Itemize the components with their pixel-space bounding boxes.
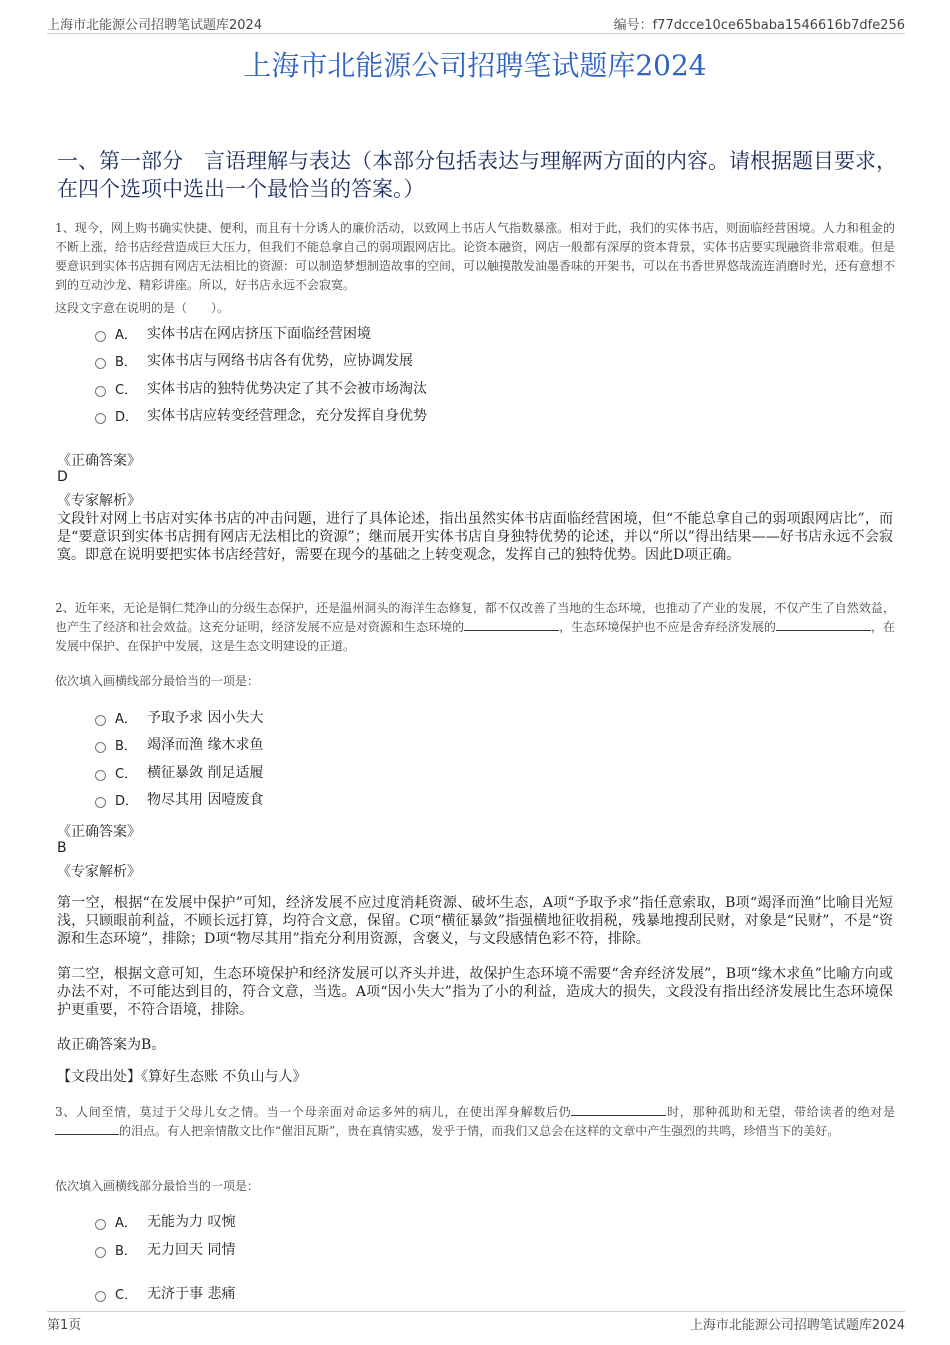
q1-correct-answer-label: 《正确答案》 bbox=[57, 453, 141, 469]
radio-icon[interactable] bbox=[95, 742, 106, 753]
option-letter: D． bbox=[115, 793, 139, 809]
option-letter: B． bbox=[115, 354, 137, 370]
q1-expert-analysis-label: 《专家解析》 bbox=[57, 493, 141, 509]
q2-passage-part-1: 2、近年来，无论是铜仁梵净山的分级生态保护，还是温州洞头的海洋生态修复，都不仅改善了当地的生态环境，也推动了产业的发展，不仅产生了自然效益，也产生了经济和社会效益。这充分证明，经济发展不应是对资源和生态环境的 bbox=[55, 601, 895, 634]
option-text: 实体书店应转变经营理念，充分发挥自身优势 bbox=[147, 408, 427, 424]
q3-passage-part-1: 3、人间至情，莫过于父母儿女之情。当一个母亲面对命运多舛的病儿，在使出浑身解数后仍 bbox=[55, 1105, 572, 1119]
option-text: 竭泽而渔 缘木求鱼 bbox=[147, 737, 264, 753]
section-heading: 一、第一部分 言语理解与表达（本部分包括表达与理解两方面的内容。请根据题目要求，在四个选项中选出一个最恰当的答案。） bbox=[57, 149, 897, 201]
q1-option-a[interactable] bbox=[95, 322, 371, 344]
q2-passage bbox=[55, 599, 895, 656]
footer-divider bbox=[47, 1311, 905, 1312]
q2-source: 【文段出处】《算好生态账 不负山与人》 bbox=[57, 1069, 307, 1085]
q2-passage-part-3: ，在发展中保护、在保护中发展，这是生态文明建设的正道。 bbox=[55, 620, 895, 653]
option-letter: B． bbox=[115, 1243, 137, 1259]
q3-question: 依次填入画横线部分最恰当的一项是： bbox=[55, 1179, 260, 1193]
q3-option-c[interactable] bbox=[95, 1282, 235, 1304]
q2-answer: B bbox=[57, 840, 67, 856]
q3-passage-part-2: 时，那种孤助和无望，带给读者的绝对是 bbox=[666, 1105, 895, 1119]
q2-option-d[interactable] bbox=[95, 788, 263, 810]
q3-option-a[interactable] bbox=[95, 1210, 235, 1232]
radio-icon[interactable] bbox=[95, 797, 106, 808]
option-letter: A． bbox=[115, 327, 137, 343]
option-text: 实体书店与网络书店各有优势，应协调发展 bbox=[147, 353, 413, 369]
radio-icon[interactable] bbox=[95, 770, 106, 781]
blank-line bbox=[571, 1103, 666, 1116]
q3-passage bbox=[55, 1103, 895, 1141]
q2-option-b[interactable] bbox=[95, 733, 263, 755]
radio-icon[interactable] bbox=[95, 1247, 106, 1258]
radio-icon[interactable] bbox=[95, 386, 106, 397]
radio-icon[interactable] bbox=[95, 358, 106, 369]
q2-expert-analysis-label: 《专家解析》 bbox=[57, 864, 141, 880]
q2-correct-answer-label: 《正确答案》 bbox=[57, 824, 141, 840]
header-doc-name: 上海市北能源公司招聘笔试题库2024 bbox=[47, 18, 263, 33]
q2-conclusion: 故正确答案为B。 bbox=[57, 1037, 166, 1053]
option-text: 无能为力 叹惋 bbox=[147, 1214, 236, 1230]
option-text: 予取予求 因小失大 bbox=[147, 710, 264, 726]
q1-option-b[interactable] bbox=[95, 349, 413, 371]
radio-icon[interactable] bbox=[95, 715, 106, 726]
q1-option-d[interactable] bbox=[95, 404, 427, 426]
q2-analysis-first-blank: 第一空，根据“在发展中保护”可知，经济发展不应过度消耗资源、破坏生态，A项“予取予求”指任意索取，B项“竭泽而渔”比喻目光短浅，只顾眼前利益，不顾长远打算，均符合文意，保留。C项“横征暴敛”指强横地征收捐税，残暴地搜刮民财，对象是“民财”，不是“资源和生态环境”，排除；D项“物尽其用”指充分利用资源，含褒义，与文段感情色彩不符，排除。 bbox=[57, 895, 893, 947]
radio-icon[interactable] bbox=[95, 413, 106, 424]
q2-passage-part-2: ，生态环境保护也不应是舍弃经济发展的 bbox=[559, 620, 776, 634]
page-number: 第1页 bbox=[47, 1318, 82, 1333]
q2-analysis-second-blank: 第二空，根据文意可知，生态环境保护和经济发展可以齐头并进，故保护生态环境不需要“舍弃经济发展”，B项“缘木求鱼”比喻方向或办法不对，不可能达到目的，符合文意，当选。A项“因小失大”指为了小的利益，造成大的损失，文段没有指出经济发展比生态环境保护更重要，不符合语境，排除。 bbox=[57, 966, 893, 1018]
blank-line bbox=[55, 1122, 119, 1135]
q2-question: 依次填入画横线部分最恰当的一项是： bbox=[55, 674, 260, 688]
blank-line bbox=[464, 618, 559, 631]
option-letter: C． bbox=[115, 1287, 138, 1303]
radio-icon[interactable] bbox=[95, 1291, 106, 1302]
footer-doc-name: 上海市北能源公司招聘笔试题库2024 bbox=[689, 1318, 905, 1333]
blank-line bbox=[776, 618, 871, 631]
option-letter: C． bbox=[115, 766, 138, 782]
option-text: 横征暴敛 削足适履 bbox=[147, 765, 264, 781]
option-text: 实体书店的独特优势决定了其不会被市场淘汰 bbox=[147, 381, 427, 397]
option-text: 无济于事 悲痛 bbox=[147, 1286, 236, 1302]
option-letter: D． bbox=[115, 409, 139, 425]
option-letter: C． bbox=[115, 382, 138, 398]
q1-passage: 1、现今，网上购书确实快捷、便利，而且有十分诱人的廉价活动，以致网上书店人气指数暴涨。相对于此，我们的实体书店，则面临经营困境。人力和租金的不断上涨，给书店经营造成巨大压力，但我们不能总拿自己的弱项跟网店比。论资本融资，网店一般都有深厚的资本背景，实体书店要实现融资非常艰难。但是要意识到实体书店拥有网店无法相比的资源：可以制造梦想制造故事的空间，可以触摸散发油墨香味的开架书，可以在书香世界悠哉流连消磨时光，还有意想不到的互动沙龙、精彩讲座。所以，好书店永远不会寂寞。 bbox=[55, 221, 896, 292]
q3-option-b[interactable] bbox=[95, 1238, 235, 1260]
header-divider bbox=[47, 33, 905, 34]
option-text: 无力回天 同情 bbox=[147, 1242, 236, 1258]
option-letter: A． bbox=[115, 711, 137, 727]
option-text: 实体书店在网店挤压下面临经营困境 bbox=[147, 326, 371, 342]
option-letter: B． bbox=[115, 738, 137, 754]
page-title: 上海市北能源公司招聘笔试题库2024 bbox=[243, 49, 707, 82]
q1-analysis: 文段针对网上书店对实体书店的冲击问题，进行了具体论述，指出虽然实体书店面临经营困境，但“不能总拿自己的弱项跟网店比”，而是“要意识到实体书店拥有网店无法相比的资源”；继而展开实体书店自身独特优势的论述，并以“所以”得出结果——好书店永远不会寂寞。即意在说明要把实体书店经营好，需要在现今的基础之上转变观念，发挥自己的独特优势。因此D项正确。 bbox=[57, 511, 893, 563]
header-doc-number: 编号：f77dcce10ce65baba1546616b7dfe256 bbox=[613, 18, 905, 33]
q3-passage-part-3: 的泪点。有人把亲情散文比作“催泪瓦斯”，贵在真情实感，发乎于情，而我们又总会在这样的文章中产生强烈的共鸣，珍惜当下的美好。 bbox=[119, 1124, 840, 1138]
q1-answer: D bbox=[57, 469, 68, 485]
q1-option-c[interactable] bbox=[95, 377, 427, 399]
option-text: 物尽其用 因噎废食 bbox=[147, 792, 264, 808]
option-letter: A． bbox=[115, 1215, 137, 1231]
q2-option-a[interactable] bbox=[95, 706, 263, 728]
q1-question: 这段文字意在说明的是（ ）。 bbox=[55, 301, 230, 315]
radio-icon[interactable] bbox=[95, 1219, 106, 1230]
q2-option-c[interactable] bbox=[95, 761, 263, 783]
radio-icon[interactable] bbox=[95, 331, 106, 342]
